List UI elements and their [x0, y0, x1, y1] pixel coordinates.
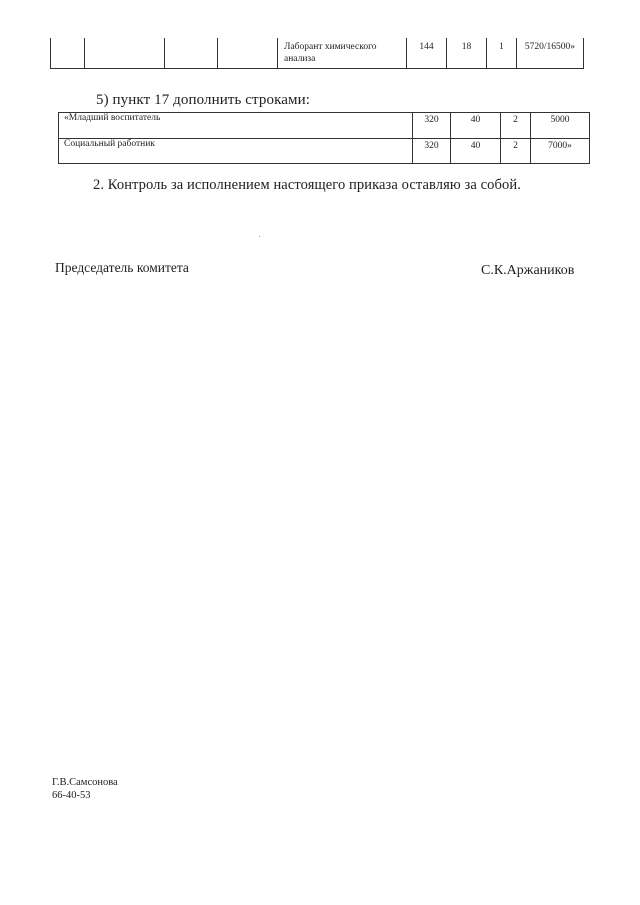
salary-cell: 7000»: [548, 141, 572, 151]
table-border: [217, 38, 218, 69]
top-table-fragment: [50, 38, 584, 69]
hours-cell: 320: [424, 141, 439, 151]
executor-phone: 66-40-53: [52, 790, 91, 801]
table-border: [164, 38, 165, 69]
hours-cell: 320: [424, 115, 439, 125]
hours-cell: 144: [419, 42, 434, 52]
table-border: [84, 38, 85, 69]
salary-cell: 5000: [550, 115, 570, 125]
table-border: [277, 38, 278, 69]
item5-table: [58, 112, 590, 164]
position-cell: Социальный работник: [64, 139, 155, 149]
count-cell: 2: [513, 141, 518, 151]
executor-name: Г.В.Самсонова: [52, 777, 118, 788]
hours-per-week-cell: 40: [470, 115, 481, 125]
item5-heading: 5) пункт 17 дополнить строками:: [96, 92, 310, 108]
count-cell: 2: [513, 115, 518, 125]
hours-per-week-cell: 40: [470, 141, 481, 151]
signatory-title: Председатель комитета: [55, 260, 189, 275]
hours-per-week-cell: 18: [461, 42, 472, 52]
position-cell: Лаборант химического анализа: [284, 42, 377, 64]
table-border: [583, 38, 584, 69]
signatory-name: С.К.Аржаников: [481, 263, 575, 278]
position-cell: «Младший воспитатель: [64, 113, 161, 123]
salary-cell: 5720/16500»: [524, 42, 576, 52]
control-paragraph: 2. Контроль за исполнением настоящего приказа оставляю за собой.: [93, 177, 521, 193]
scan-speck: [259, 236, 260, 237]
count-cell: 1: [499, 42, 504, 52]
table-border: [50, 38, 51, 69]
